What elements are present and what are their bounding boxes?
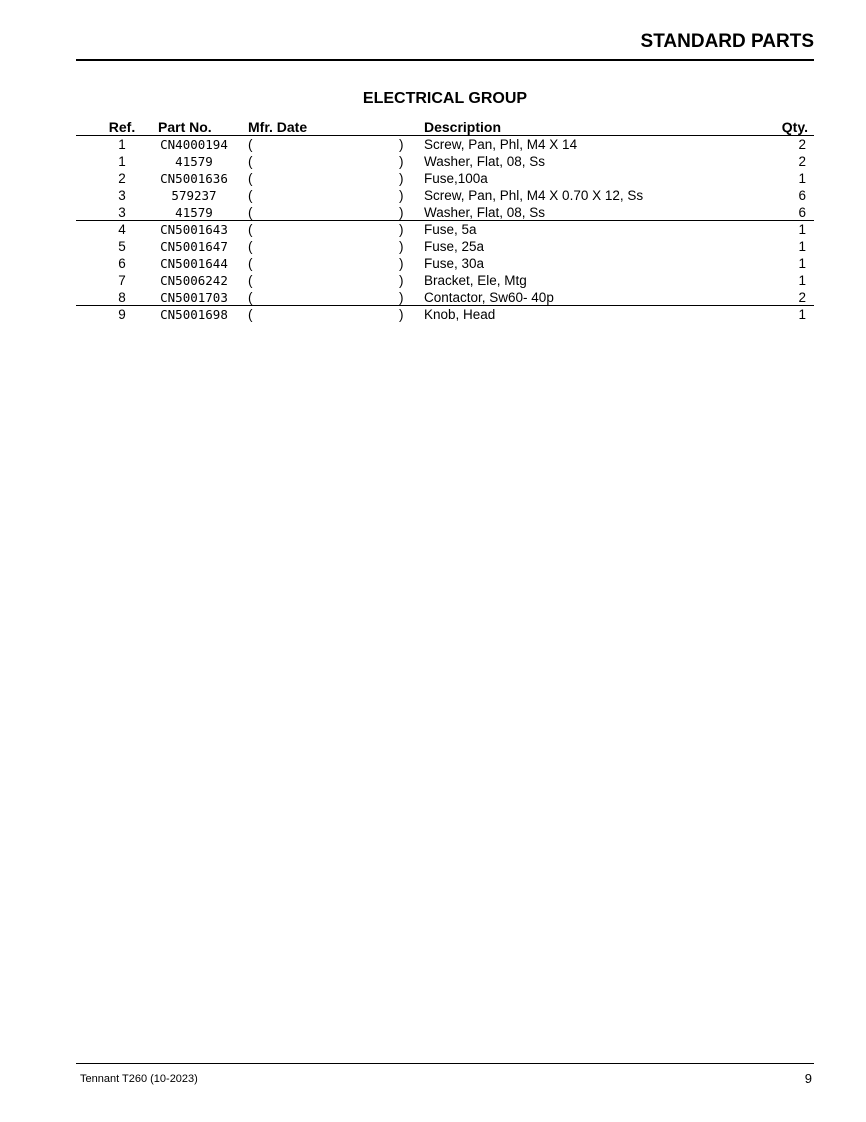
mfr-date-open-paren: (	[248, 273, 253, 288]
part-no-cell: CN5001698	[160, 307, 228, 322]
mfr-date-close-paren: )	[399, 188, 404, 203]
mfr-date-close-paren: )	[399, 205, 404, 220]
table-row	[76, 238, 814, 255]
mfr-date-close-paren: )	[399, 137, 404, 152]
table-row	[76, 170, 814, 187]
mfr-date-open-paren: (	[248, 154, 253, 169]
mfr-date-open-paren: (	[248, 239, 253, 254]
part-no-cell: 41579	[175, 205, 213, 220]
ref-cell: 5	[118, 239, 126, 254]
table-header-row	[76, 119, 814, 136]
table-row	[76, 221, 814, 238]
part-no-cell: CN5001644	[160, 256, 228, 271]
part-no-cell: 579237	[171, 188, 217, 203]
qty-cell: 1	[798, 239, 806, 254]
description-cell: Screw, Pan, Phl, M4 X 0.70 X 12, Ss	[424, 188, 644, 203]
qty-cell: 1	[798, 307, 806, 322]
mfr-date-open-paren: (	[248, 137, 253, 152]
description-cell: Fuse,100a	[424, 171, 488, 186]
table-row	[76, 153, 814, 170]
table-row	[76, 272, 814, 289]
table-row	[76, 289, 814, 306]
ref-cell: 4	[118, 222, 126, 237]
description-cell: Knob, Head	[424, 307, 496, 322]
description-cell: Bracket, Ele, Mtg	[424, 273, 527, 288]
mfr-date-close-paren: )	[399, 222, 404, 237]
ref-cell: 1	[118, 154, 126, 169]
qty-cell: 6	[798, 188, 806, 203]
description-cell: Screw, Pan, Phl, M4 X 14	[424, 137, 578, 152]
footer-divider	[76, 1063, 814, 1064]
ref-cell: 1	[118, 137, 126, 152]
ref-cell: 2	[118, 171, 126, 186]
footer-model-date: Tennant T260 (10-2023)	[80, 1073, 198, 1085]
parts-table	[76, 119, 814, 323]
mfr-date-open-paren: (	[248, 188, 253, 203]
column-header-part-no: Part No.	[158, 119, 212, 135]
mfr-date-open-paren: (	[248, 205, 253, 220]
mfr-date-open-paren: (	[248, 171, 253, 186]
column-header-qty: Qty.	[781, 119, 808, 135]
mfr-date-close-paren: )	[399, 171, 404, 186]
table-row	[76, 204, 814, 221]
part-no-cell: CN4000194	[160, 137, 228, 152]
ref-cell: 7	[118, 273, 126, 288]
qty-cell: 1	[798, 256, 806, 271]
qty-cell: 2	[798, 290, 806, 305]
part-no-cell: CN5001636	[160, 171, 228, 186]
mfr-date-close-paren: )	[399, 273, 404, 288]
mfr-date-open-paren: (	[248, 222, 253, 237]
page-header-title: STANDARD PARTS	[640, 31, 814, 52]
part-no-cell: CN5006242	[160, 273, 228, 288]
ref-cell: 9	[118, 307, 126, 322]
description-cell: Contactor, Sw60- 40p	[424, 290, 554, 305]
part-no-cell: CN5001703	[160, 290, 228, 305]
header-divider	[76, 59, 814, 61]
section-title: ELECTRICAL GROUP	[362, 90, 528, 107]
column-header-mfr-date: Mfr. Date	[248, 119, 308, 135]
table-row	[76, 136, 814, 153]
mfr-date-close-paren: )	[399, 307, 404, 322]
description-cell: Fuse, 5a	[424, 222, 477, 237]
table-row	[76, 187, 814, 204]
column-header-ref: Ref.	[108, 119, 136, 135]
mfr-date-close-paren: )	[399, 239, 404, 254]
ref-cell: 6	[118, 256, 126, 271]
part-no-cell: 41579	[175, 154, 213, 169]
qty-cell: 6	[798, 205, 806, 220]
table-row	[76, 255, 814, 272]
ref-cell: 3	[118, 188, 126, 203]
mfr-date-open-paren: (	[248, 256, 253, 271]
qty-cell: 2	[798, 137, 806, 152]
description-cell: Washer, Flat, 08, Ss	[424, 154, 546, 169]
mfr-date-close-paren: )	[399, 154, 404, 169]
description-cell: Fuse, 30a	[424, 256, 485, 271]
page-number: 9	[804, 1071, 812, 1086]
column-header-description: Description	[424, 119, 502, 135]
mfr-date-open-paren: (	[248, 307, 253, 322]
mfr-date-close-paren: )	[399, 256, 404, 271]
qty-cell: 2	[798, 154, 806, 169]
table-row	[76, 306, 814, 323]
mfr-date-close-paren: )	[399, 290, 404, 305]
ref-cell: 3	[118, 205, 126, 220]
ref-cell: 8	[118, 290, 126, 305]
part-no-cell: CN5001647	[160, 239, 228, 254]
qty-cell: 1	[798, 273, 806, 288]
description-cell: Fuse, 25a	[424, 239, 485, 254]
description-cell: Washer, Flat, 08, Ss	[424, 205, 546, 220]
qty-cell: 1	[798, 171, 806, 186]
qty-cell: 1	[798, 222, 806, 237]
mfr-date-open-paren: (	[248, 290, 253, 305]
part-no-cell: CN5001643	[160, 222, 228, 237]
